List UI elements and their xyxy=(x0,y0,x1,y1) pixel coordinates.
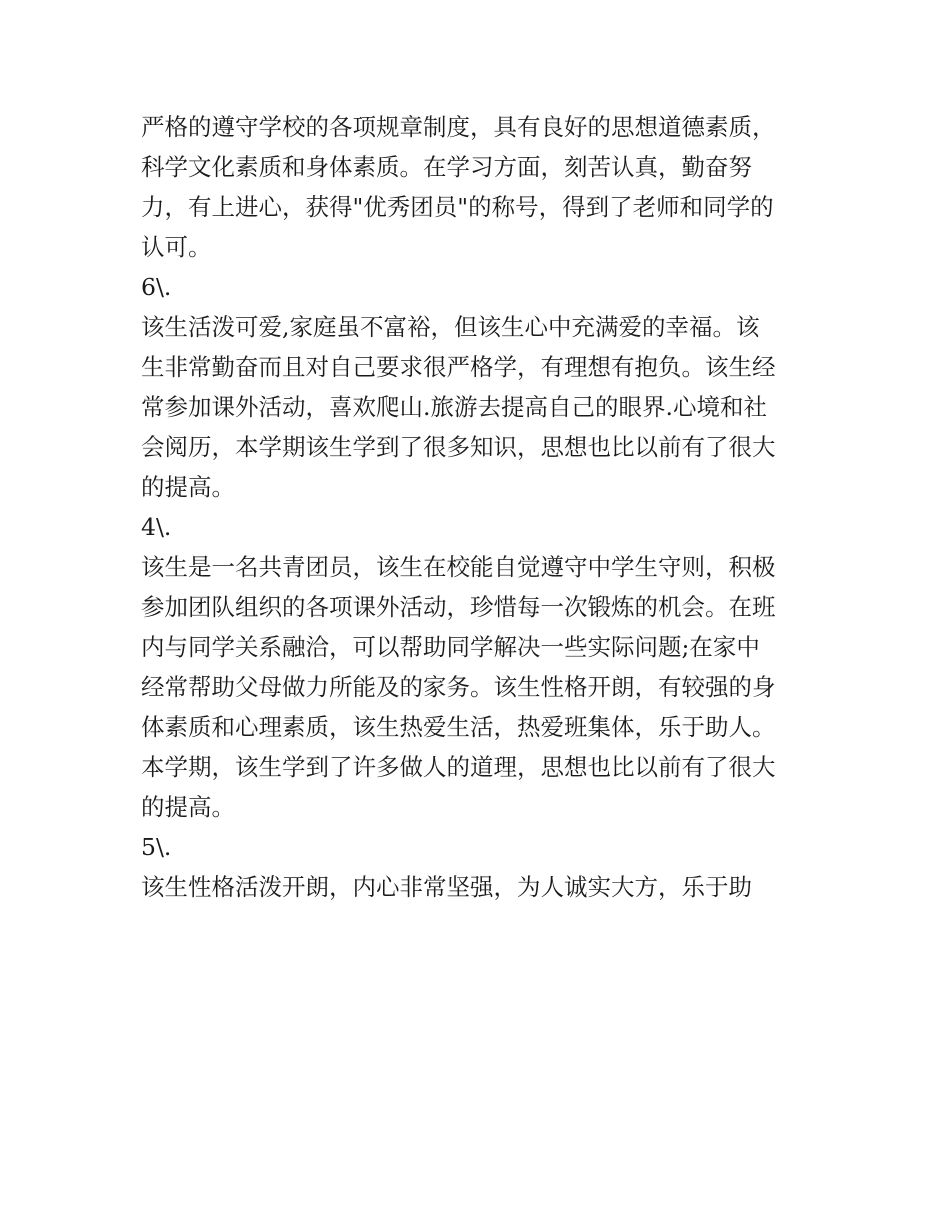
section-number: 5\. xyxy=(141,833,172,861)
text-line: 的提高。 xyxy=(141,473,235,501)
text-line: 经常帮助父母做力所能及的家务。该生性格开朗，有较强的身 xyxy=(141,673,776,701)
text-line: 该生性格活泼开朗，内心非常坚强，为人诚实大方，乐于助 xyxy=(141,873,752,901)
text-line: 力，有上进心，获得"优秀团员"的称号，得到了老师和同学的 xyxy=(141,193,774,221)
document-body xyxy=(141,107,821,907)
text-line: 本学期，该生学到了许多做人的道理，思想也比以前有了很大 xyxy=(141,753,776,781)
text-line: 认可。 xyxy=(141,233,212,261)
section-number: 6\. xyxy=(141,273,172,301)
section-number: 4\. xyxy=(141,513,172,541)
text-line: 严格的遵守学校的各项规章制度，具有良好的思想道德素质， xyxy=(141,113,776,141)
text-line: 常参加课外活动，喜欢爬山.旅游去提高自己的眼界.心境和社 xyxy=(141,393,767,421)
text-line: 该生是一名共青团员，该生在校能自觉遵守中学生守则，积极 xyxy=(141,553,776,581)
text-line: 的提高。 xyxy=(141,793,235,821)
text-line: 该生活泼可爱,家庭虽不富裕，但该生心中充满爱的幸福。该 xyxy=(141,313,760,341)
text-line: 体素质和心理素质，该生热爱生活，热爱班集体，乐于助人。 xyxy=(141,713,776,741)
text-line: 参加团队组织的各项课外活动，珍惜每一次锻炼的机会。在班 xyxy=(141,593,776,621)
text-line: 科学文化素质和身体素质。在学习方面，刻苦认真，勤奋努 xyxy=(141,153,752,181)
text-line: 内与同学关系融洽，可以帮助同学解决一些实际问题;在家中 xyxy=(141,633,760,661)
text-line: 会阅历，本学期该生学到了很多知识，思想也比以前有了很大 xyxy=(141,433,776,461)
text-line: 生非常勤奋而且对自己要求很严格学，有理想有抱负。该生经 xyxy=(141,353,776,381)
